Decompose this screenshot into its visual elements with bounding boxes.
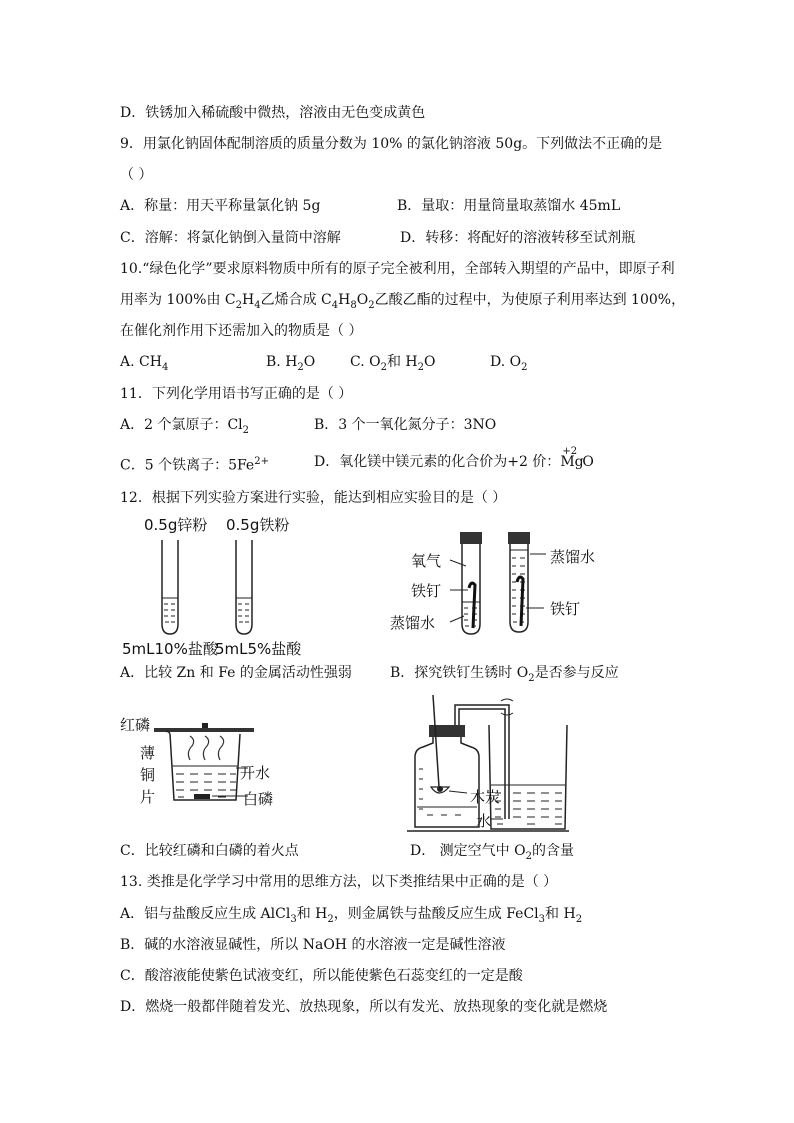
q10-option-c: C. $O_2$和 $H_2O$ — [350, 354, 436, 373]
fig-d-spoon-rod — [433, 695, 439, 787]
q13-option-b: B．碱的水溶液显碱性，所以 NaOH 的水溶液一定是碱性溶液 — [120, 937, 506, 953]
q8-option-d: D．铁锈加入稀硫酸中微热，溶液由无色变成黄色 — [120, 105, 426, 121]
q10-stem-2: 用率为 100%由 $C_2H_4$乙烯合成 $C_4H_8O_2$乙酸乙酯的过程中，为使原子利用率达到 100%， — [120, 292, 686, 311]
fig-b-oxygen-label: 氧气 — [411, 552, 442, 570]
fig-c-white-phosphorus-label: 白磷 — [243, 790, 274, 808]
fig-b-stopper-2 — [508, 532, 530, 544]
fig-b-nail-1 — [469, 583, 475, 628]
fig-c-copper-label: 铜 — [140, 766, 156, 784]
fig-b-stopper-1 — [460, 532, 482, 544]
q11-option-b: B．3 个一氧化氮分子：3NO — [314, 417, 497, 433]
q12-option-a: A．比较 Zn 和 Fe 的金属活动性强弱 — [120, 665, 352, 681]
q12-option-b: B．探究铁钉生锈时 $O_2$是否参与反应 — [390, 665, 619, 684]
fig-b-water-label-1: 蒸馏水 — [390, 614, 436, 632]
q12-option-c: C．比较红磷和白磷的着火点 — [120, 843, 299, 859]
q13-option-d: D．燃烧一般都伴随着发光、放热现象，所以有发光、放热现象的变化就是燃烧 — [120, 999, 608, 1015]
q12-option-d: D． 测定空气中 $O_2$的含量 — [410, 843, 574, 862]
q10-stem-1: 10.“绿色化学”要求原料物质中所有的原子完全被利用，全部转入期望的产品中，即原子利 — [120, 261, 675, 277]
fig-b-nail-label-1: 铁钉 — [411, 582, 442, 600]
q11-stem: 11．下列化学用语书写正确的是（ ） — [120, 386, 353, 402]
q11-option-a: A．2 个氯原子：$Cl_2$ — [120, 417, 250, 436]
fig-d-water-label: 水 — [476, 812, 492, 830]
q10-option-d: D. $O_2$ — [490, 354, 528, 373]
q13-stem: 13. 类推是化学学习中常用的思维方法，以下类推结果中正确的是（ ） — [120, 874, 558, 890]
q11-option-d: D．氧化镁中镁元素的化合价为+2 价： +2 MgO — [314, 446, 594, 470]
fig-c-piece-label: 片 — [140, 788, 156, 806]
fig-c-thin-label: 薄 — [140, 744, 156, 762]
q13-option-a: A．铝与盐酸反应生成 AlCl$_3$和 $H_2$，则金属铁与盐酸反应生成 FeCl$_3$和 $H_2$ — [120, 906, 583, 925]
fig-a-zinc-label: 0.5g锌粉 — [144, 516, 208, 534]
fig-b-water-label-2: 蒸馏水 — [550, 548, 596, 566]
fig-b-nail-label-2: 铁钉 — [550, 600, 581, 618]
fig-c-white-phosphorus — [194, 794, 210, 799]
fig-c-steam — [188, 736, 223, 760]
q9-paren: （ ） — [120, 167, 153, 183]
fig-c-hot-water-label: 开水 — [240, 764, 271, 782]
fig-a-iron-label: 0.5g铁粉 — [226, 516, 290, 534]
q9-option-c: C．溶解：将氯化钠倒入量筒中溶解 — [120, 230, 341, 246]
fig-b-nail-2 — [517, 577, 523, 626]
fig-d-bottle — [415, 735, 479, 827]
q9-option-d: D．转移：将配好的溶液转移至试剂瓶 — [400, 230, 636, 246]
fig-d-clamp — [501, 699, 513, 715]
fig-a-acid-5-label: 5mL5%盐酸 — [215, 640, 302, 658]
fig-d-beaker — [489, 725, 567, 829]
q13-option-c: C．酸溶液能使紫色试液变红，所以能使紫色石蕊变红的一定是酸 — [120, 968, 523, 984]
q10-option-a: A. $CH_4$ — [120, 354, 169, 373]
q10-stem-3: 在催化剂作用下还需加入的物质是（ ） — [120, 323, 363, 339]
q10-option-b: B. $H_2O$ — [266, 354, 316, 373]
fig-d-carbon-label: 木炭 — [470, 788, 501, 806]
fig-a-tube-right — [236, 540, 252, 634]
q11-option-c: C．5 个铁离子：$5Fe^{2+}$ — [120, 456, 269, 474]
q9-option-b: B．量取：用量筒量取蒸馏水 45mL — [397, 198, 621, 214]
fig-c-red-phosphorus — [202, 723, 208, 728]
q12-stem: 12．根据下列实验方案进行实验，能达到相应实验目的是（ ） — [120, 490, 507, 506]
fig-d-carbon — [437, 786, 443, 792]
fig-c-red-phosphorus-label: 红磷 — [120, 716, 151, 734]
q9-stem: 9．用氯化钠固体配制溶质的质量分数为 10% 的氯化钠溶液 50g。下列做法不正确的是 — [120, 136, 663, 152]
q9-option-a: A．称量：用天平称量氯化钠 5g — [120, 198, 321, 214]
fig-a-tube-left — [162, 540, 178, 634]
fig-a-test-tubes — [140, 536, 340, 646]
fig-a-acid-10-label: 5mL10%盐酸 — [122, 640, 218, 658]
